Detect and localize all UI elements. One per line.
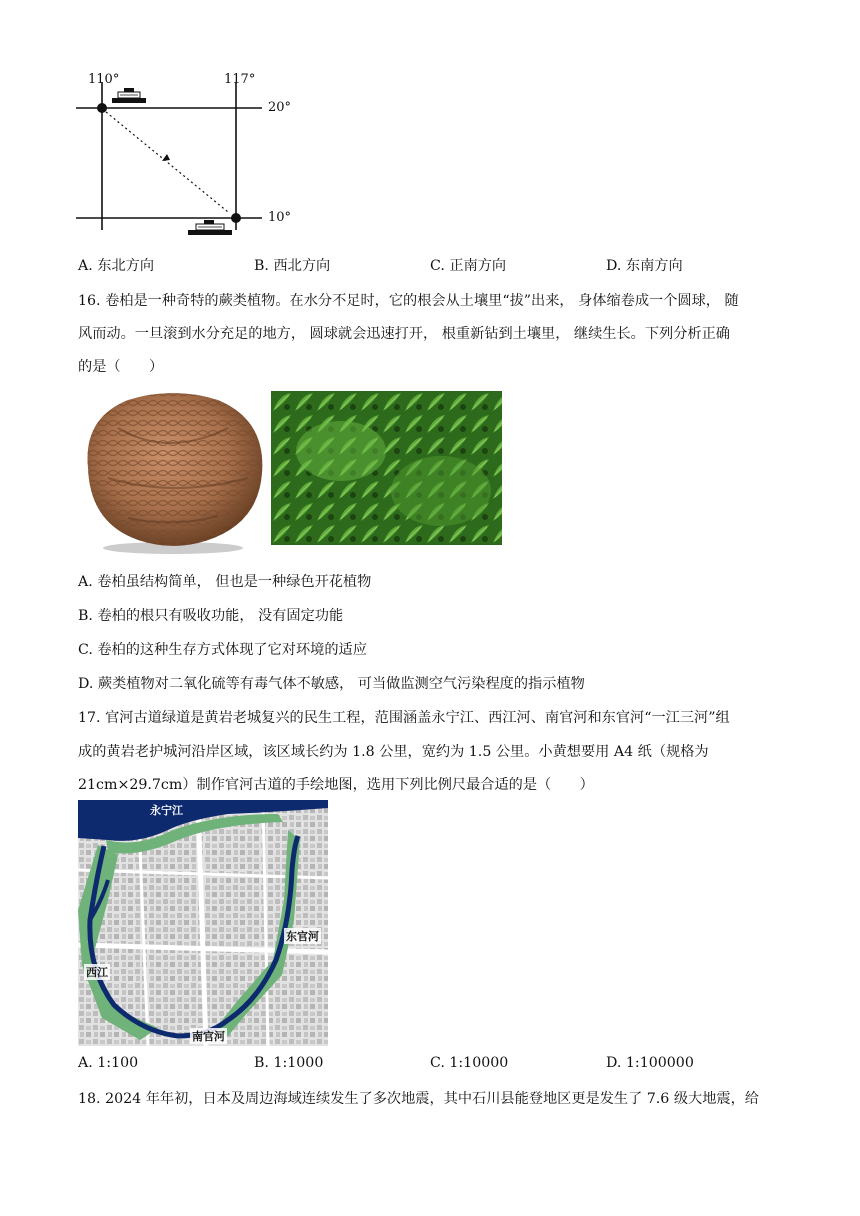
- q17-stem-line-1: 17. 官河古道绿道是黄岩老城复兴的民生工程，范围涵盖永宁江、西江河、南官河和东官河“一江三河”组: [78, 710, 730, 726]
- q16-option-a[interactable]: A. 卷柏虽结构简单， 但也是一种绿色开花植物: [78, 574, 372, 590]
- q17-option-c[interactable]: C. 1:10000: [430, 1055, 509, 1071]
- map-label-south: 南官河: [192, 1030, 225, 1043]
- q17-option-b[interactable]: B. 1:1000: [254, 1055, 324, 1071]
- q17-stem-line-2: 成的黄岩老护城河沿岸区域，该区域长约为 1.8 公里，宽约为 1.5 公里。小黄想要用 A4 纸（规格为: [78, 744, 709, 760]
- lon-left-label: 110°: [88, 72, 120, 87]
- q18-stem-line-1: 18. 2024 年年初，日本及周边海域连续发生了多次地震，其中石川县能登地区更是发生了 7.6 级大地震，给: [78, 1091, 759, 1107]
- q15-option-a[interactable]: A. 东北方向: [78, 258, 155, 274]
- q17-option-d[interactable]: D. 1:100000: [606, 1055, 694, 1071]
- q15-option-d[interactable]: D. 东南方向: [606, 258, 683, 274]
- map-label-north: 永宁江: [150, 804, 183, 817]
- green-selaginella-photo: [271, 391, 502, 545]
- q15-option-b[interactable]: B. 西北方向: [254, 258, 331, 274]
- ship-icon: [188, 220, 232, 235]
- q17-stem-line-3: 21cm×29.7cm）制作官河古道的手绘地图，选用下列比例尺最合适的是（ ）: [78, 777, 594, 793]
- q17-option-a[interactable]: A. 1:100: [78, 1055, 139, 1071]
- q16-option-b[interactable]: B. 卷柏的根只有吸收功能， 没有固定功能: [78, 608, 344, 624]
- lat-bottom-label: 10°: [268, 210, 292, 225]
- q16-stem-line-1: 16. 卷柏是一种奇特的蕨类植物。在水分不足时，它的根会从土壤里“拔”出来， 身体缩卷成一个圆球， 随: [78, 293, 739, 309]
- q16-stem-line-2: 风而动。一旦滚到水分充足的地方， 圆球就会迅速打开， 根重新钻到土壤里， 继续生长。下列分析正确: [78, 326, 730, 342]
- map-label-west: 西江: [86, 966, 108, 979]
- q15-option-c[interactable]: C. 正南方向: [430, 258, 507, 274]
- q16-option-d[interactable]: D. 蕨类植物对二氧化硫等有毒气体不敏感， 可当做监测空气污染程度的指示植物: [78, 676, 585, 692]
- q16-option-c[interactable]: C. 卷柏的这种生存方式体现了它对环境的适应: [78, 642, 367, 658]
- lon-right-label: 117°: [224, 72, 256, 87]
- lat-top-label: 20°: [268, 100, 292, 115]
- q15-diagram: [76, 70, 306, 240]
- q16-stem-line-3: 的是（ ）: [78, 359, 164, 375]
- ship-icon: [112, 88, 146, 103]
- map-label-east: 东官河: [286, 930, 319, 943]
- guanhe-map: [78, 800, 328, 1046]
- dry-selaginella-photo: [78, 388, 268, 556]
